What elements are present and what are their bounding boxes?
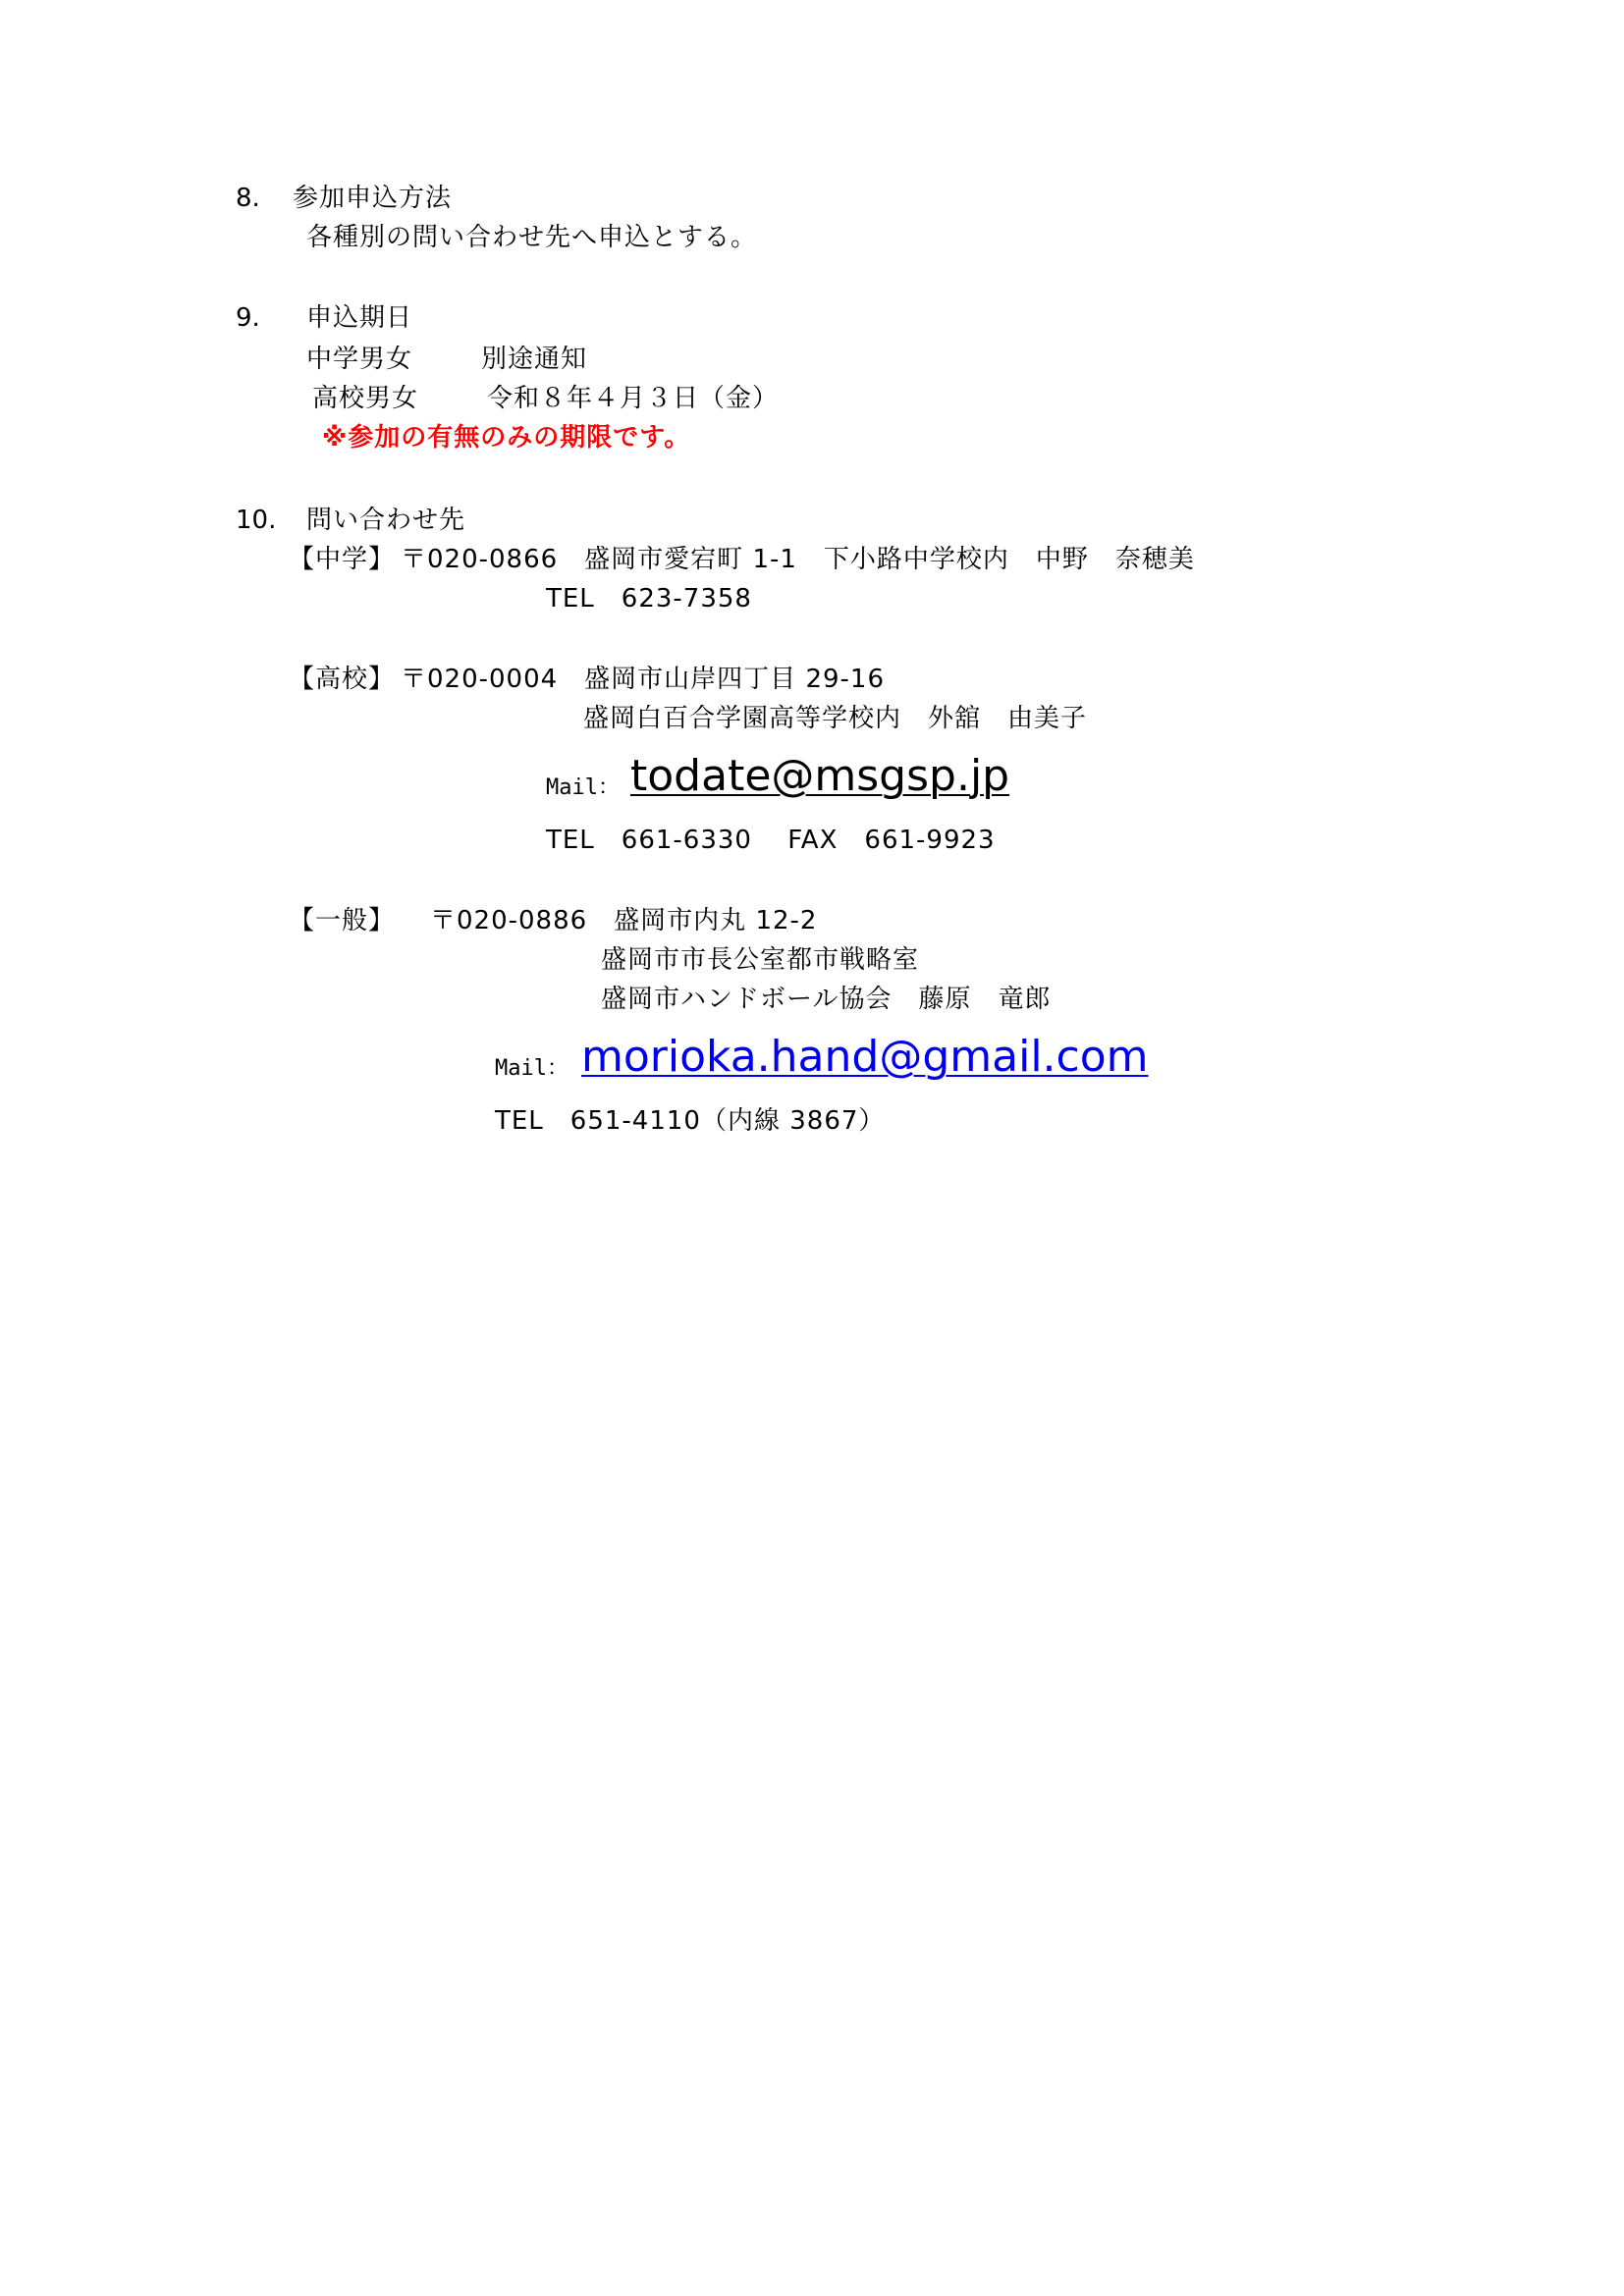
- contact-general-tel: TEL 651-4110（内線 3867）: [495, 1106, 886, 1136]
- contact-general-mail-label: Mail：: [495, 1056, 568, 1081]
- section-10-title: 問い合わせ先: [306, 506, 466, 535]
- section-8-number: 8.: [236, 184, 260, 213]
- contact-high-tag: 【高校】: [289, 665, 396, 694]
- contact-high-mail-link[interactable]: todate@msgsp.jp: [630, 751, 1010, 801]
- contact-high-school: 盛岡白百合学園高等学校内 外舘 由美子: [583, 704, 1088, 733]
- section-9-title: 申込期日: [306, 303, 413, 333]
- contact-high-mail-label: Mail：: [546, 775, 620, 800]
- section-10-number: 10.: [236, 506, 277, 535]
- deadline-junior-value: 別途通知: [481, 345, 588, 374]
- deadline-note: ※参加の有無のみの期限です。: [322, 423, 691, 453]
- contact-general-address: 〒020-0886 盛岡市内丸 12-2: [430, 906, 818, 935]
- contact-general-mail-link[interactable]: morioka.hand@gmail.com: [581, 1032, 1149, 1082]
- contact-general-tag: 【一般】: [289, 906, 396, 935]
- deadline-junior-label: 中学男女: [306, 345, 413, 374]
- deadline-high-label: 高校男女: [312, 384, 419, 413]
- contact-junior-address: 〒020-0866 盛岡市愛宕町 1-1 下小路中学校内 中野 奈穂美: [401, 545, 1195, 574]
- contact-junior-tel: TEL 623-7358: [546, 584, 752, 614]
- section-9-number: 9.: [236, 303, 260, 333]
- section-8-body: 各種別の問い合わせ先へ申込とする。: [306, 223, 758, 252]
- contact-high-tel-fax: TEL 661-6330 FAX 661-9923: [546, 826, 996, 855]
- contact-general-association: 盛岡市ハンドボール協会 藤原 竜郎: [601, 985, 1052, 1014]
- contact-junior-tag: 【中学】: [289, 545, 396, 574]
- deadline-high-value: 令和８年４月３日（金）: [487, 384, 780, 413]
- contact-high-address: 〒020-0004 盛岡市山岸四丁目 29-16: [401, 665, 885, 694]
- contact-general-office: 盛岡市市長公室都市戦略室: [601, 945, 920, 975]
- section-8-title: 参加申込方法: [293, 184, 453, 213]
